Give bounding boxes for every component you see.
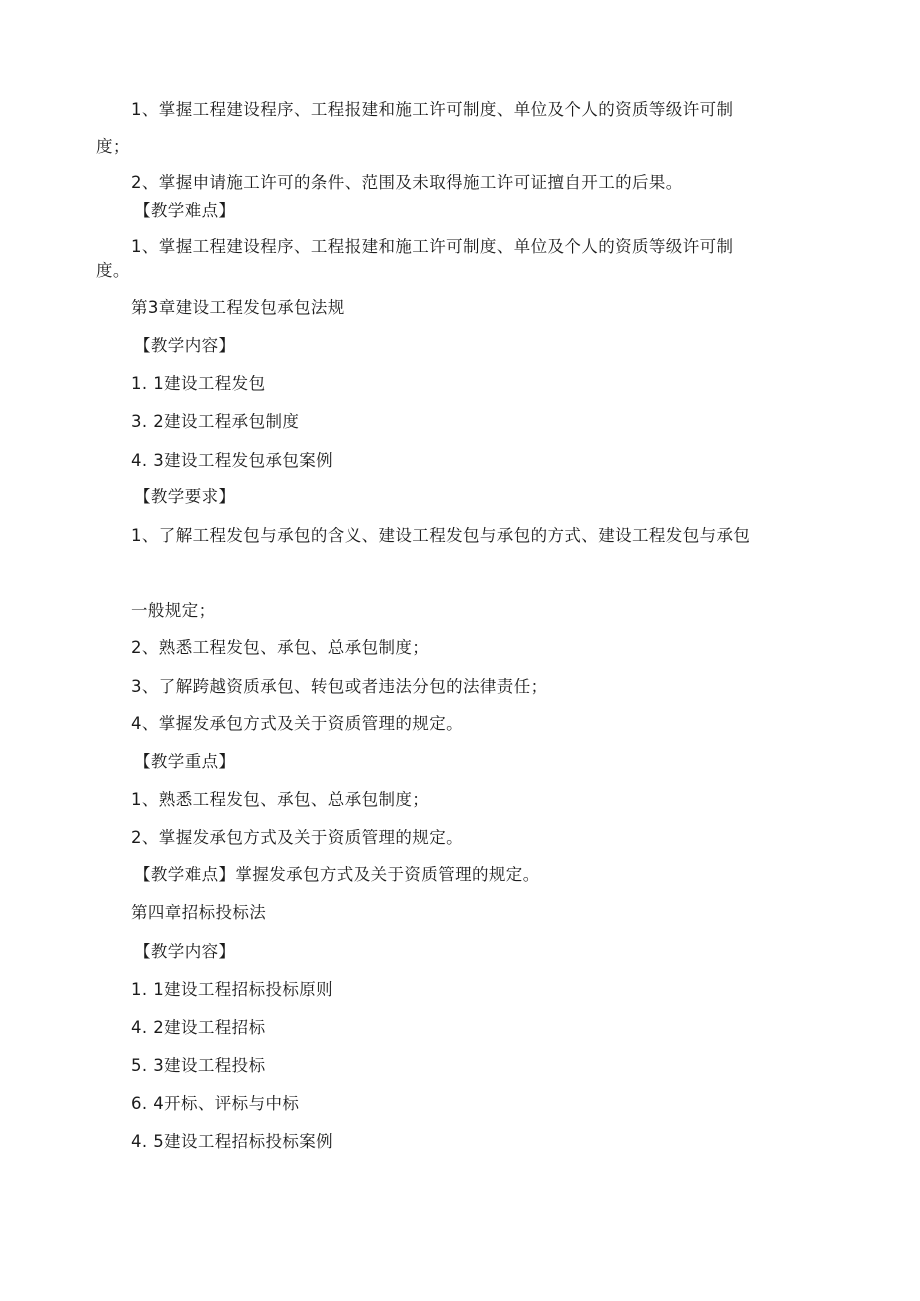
list-item: 1. 1建设工程发包 xyxy=(131,374,266,393)
chapter-title: 第3章建设工程发包承包法规 xyxy=(131,298,345,317)
section-heading: 【教学难点】掌握发承包方式及关于资质管理的规定。 xyxy=(134,865,540,884)
text-line: 度； xyxy=(96,137,130,156)
text-line: 1、掌握工程建设程序、工程报建和施工许可制度、单位及个人的资质等级许可制 xyxy=(131,100,734,119)
list-item: 4. 3建设工程发包承包案例 xyxy=(131,451,334,470)
list-item: 4. 2建设工程招标 xyxy=(131,1018,266,1037)
text-line: 一般规定； xyxy=(131,601,216,620)
section-heading: 【教学难点】 xyxy=(134,201,236,220)
section-heading: 【教学内容】 xyxy=(134,942,236,961)
text-line: 1、了解工程发包与承包的含义、建设工程发包与承包的方式、建设工程发包与承包 xyxy=(131,526,751,545)
text-line: 1、熟悉工程发包、承包、总承包制度； xyxy=(131,790,430,809)
text-line: 1、掌握工程建设程序、工程报建和施工许可制度、单位及个人的资质等级许可制 xyxy=(131,237,734,256)
text-line: 2、掌握申请施工许可的条件、范围及未取得施工许可证擅自开工的后果。 xyxy=(131,173,683,192)
list-item: 3. 2建设工程承包制度 xyxy=(131,412,300,431)
section-heading: 【教学内容】 xyxy=(134,336,236,355)
section-heading: 【教学重点】 xyxy=(134,752,236,771)
text-line: 2、掌握发承包方式及关于资质管理的规定。 xyxy=(131,828,463,847)
list-item: 5. 3建设工程投标 xyxy=(131,1056,266,1075)
section-heading: 【教学要求】 xyxy=(134,487,236,506)
chapter-title: 第四章招标投标法 xyxy=(131,903,267,922)
text-line: 3、了解跨越资质承包、转包或者违法分包的法律责任； xyxy=(131,677,548,696)
list-item: 6. 4开标、评标与中标 xyxy=(131,1094,300,1113)
text-line: 4、掌握发承包方式及关于资质管理的规定。 xyxy=(131,714,463,733)
text-line: 2、熟悉工程发包、承包、总承包制度； xyxy=(131,638,430,657)
list-item: 4. 5建设工程招标投标案例 xyxy=(131,1132,334,1151)
text-line: 度。 xyxy=(96,261,130,280)
list-item: 1. 1建设工程招标投标原则 xyxy=(131,980,334,999)
